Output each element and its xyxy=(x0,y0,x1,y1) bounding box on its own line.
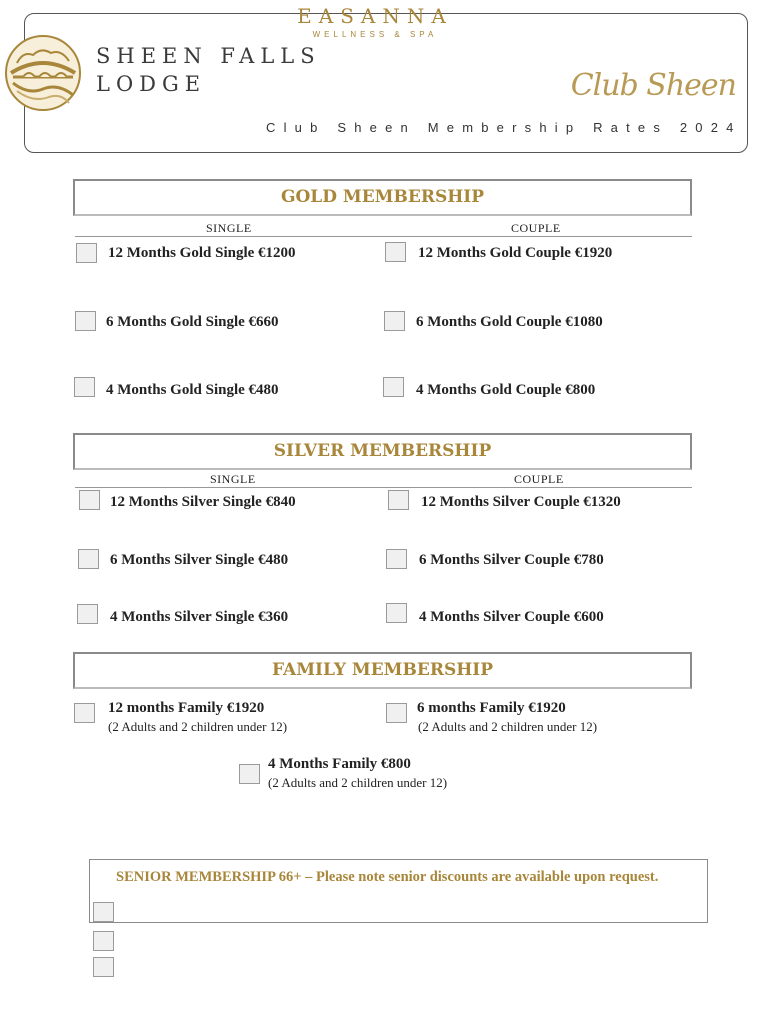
silver-12m-single-label: 12 Months Silver Single €840 xyxy=(110,494,296,510)
senior-membership-text: SENIOR MEMBERSHIP 66+ – Please note senior discounts are available upon request. xyxy=(116,869,659,885)
silver-header-rule xyxy=(75,487,692,488)
family-12m-note: (2 Adults and 2 children under 12) xyxy=(108,719,288,734)
family-4m-note: (2 Adults and 2 children under 12) xyxy=(268,775,448,790)
gold-12m-couple-label: 12 Months Gold Couple €1920 xyxy=(418,245,613,261)
family-6m-note: (2 Adults and 2 children under 12) xyxy=(418,719,598,734)
family-12m-checkbox[interactable] xyxy=(74,703,95,723)
rates-title: Club Sheen Membership Rates 2024 xyxy=(266,120,742,135)
gold-4m-single-label: 4 Months Gold Single €480 xyxy=(106,382,279,398)
gold-header-rule xyxy=(75,236,692,237)
silver-6m-couple-checkbox[interactable] xyxy=(386,549,407,569)
family-6m-label: 6 months Family €1920 xyxy=(417,700,566,716)
gold-12m-single-checkbox[interactable] xyxy=(76,243,97,263)
club-sheen-script: Club Sheen xyxy=(570,68,736,103)
senior-checkbox-2[interactable] xyxy=(93,931,114,951)
lodge-name-line2: LODGE xyxy=(96,72,207,96)
brand-name: EASANNA xyxy=(297,4,453,28)
gold-12m-single-label: 12 Months Gold Single €1200 xyxy=(108,245,296,261)
silver-6m-single-checkbox[interactable] xyxy=(78,549,99,569)
silver-6m-single-label: 6 Months Silver Single €480 xyxy=(110,552,289,568)
silver-12m-couple-checkbox[interactable] xyxy=(388,490,409,510)
gold-6m-single-label: 6 Months Gold Single €660 xyxy=(106,314,279,330)
silver-4m-couple-checkbox[interactable] xyxy=(386,603,407,623)
family-4m-label: 4 Months Family €800 xyxy=(268,756,411,772)
silver-section-title: SILVER MEMBERSHIP xyxy=(73,433,692,470)
gold-6m-single-checkbox[interactable] xyxy=(75,311,96,331)
silver-single-header: SINGLE xyxy=(210,472,256,486)
senior-checkbox-3[interactable] xyxy=(93,957,114,977)
family-4m-checkbox[interactable] xyxy=(239,764,260,784)
gold-single-header: SINGLE xyxy=(206,221,252,235)
brand-subtitle: WELLNESS & SPA xyxy=(312,30,438,39)
silver-4m-single-label: 4 Months Silver Single €360 xyxy=(110,609,289,625)
gold-4m-couple-checkbox[interactable] xyxy=(383,377,404,397)
silver-4m-couple-label: 4 Months Silver Couple €600 xyxy=(419,609,604,625)
silver-12m-single-checkbox[interactable] xyxy=(79,490,100,510)
silver-4m-single-checkbox[interactable] xyxy=(77,604,98,624)
gold-section-title: GOLD MEMBERSHIP xyxy=(73,179,692,216)
lodge-name-line1: SHEEN FALLS xyxy=(96,44,321,68)
family-6m-checkbox[interactable] xyxy=(386,703,407,723)
gold-couple-header: COUPLE xyxy=(511,221,561,235)
gold-6m-couple-checkbox[interactable] xyxy=(384,311,405,331)
gold-6m-couple-label: 6 Months Gold Couple €1080 xyxy=(416,314,603,330)
silver-couple-header: COUPLE xyxy=(514,472,564,486)
senior-checkbox-1[interactable] xyxy=(93,902,114,922)
gold-4m-couple-label: 4 Months Gold Couple €800 xyxy=(416,382,596,398)
family-12m-label: 12 months Family €1920 xyxy=(108,700,265,716)
gold-12m-couple-checkbox[interactable] xyxy=(385,242,406,262)
silver-6m-couple-label: 6 Months Silver Couple €780 xyxy=(419,552,604,568)
waterfall-bridge-logo-icon xyxy=(3,33,83,113)
gold-4m-single-checkbox[interactable] xyxy=(74,377,95,397)
silver-12m-couple-label: 12 Months Silver Couple €1320 xyxy=(421,494,621,510)
family-section-title: FAMILY MEMBERSHIP xyxy=(73,652,692,689)
